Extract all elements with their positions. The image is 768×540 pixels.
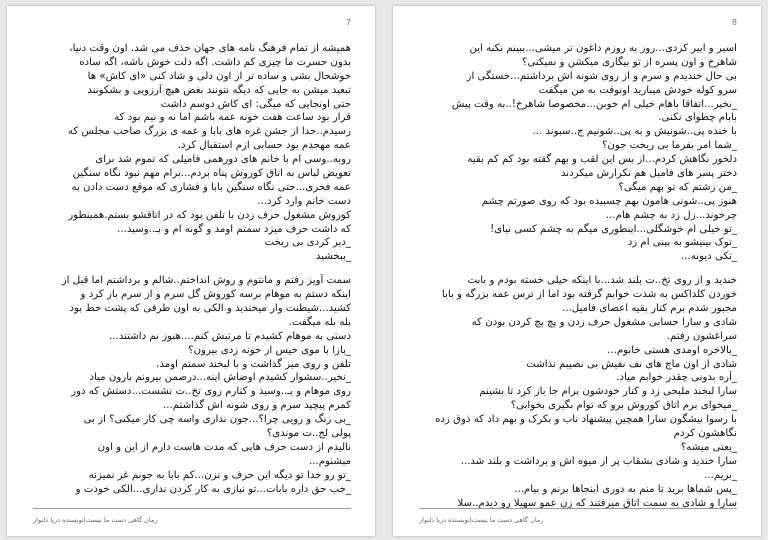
text-line: کوروش مشغول حرف زدن با تلفن بود که در اتاقشو بستم.همینطور	[68, 209, 351, 221]
text-line: بابام چطوای نکنی.	[658, 112, 737, 124]
text-line: _تو خیلی ام خوشگلی...اینطوری میگم به چشم کسی نیای!	[490, 223, 737, 235]
paragraph	[419, 42, 737, 264]
paragraph	[33, 42, 351, 264]
page-number: 7	[345, 18, 351, 27]
text-line: _بریم...	[704, 469, 737, 481]
page-right	[393, 6, 761, 536]
text-line: خوشحال بشی و ساده تر از اون دلی و شاد کنی «ای کاش» ها	[87, 70, 351, 82]
text-line: خندید و از روی تخ..ت بلند شد...با اینکه خیلی خسته بودم و بابت	[467, 275, 737, 287]
text-line: _پس شماها برید تا منم به دوری اینجاها برنم و بیام...	[514, 483, 737, 495]
text-line: سمت آویز رفتم و مانتوم و روش انداختم..شالم و برداشتم اما قبل از	[61, 275, 351, 287]
page-text	[33, 42, 351, 497]
paragraph-gap	[419, 264, 737, 274]
text-line: _بازا با موی خیس از خونه زدی بیرون؟	[188, 344, 351, 356]
text-line: حتی اونجایی که میگی: ای کاش دوسم داشت	[160, 98, 351, 110]
text-line: بدون حسرت ما چیزی کم داشت. اگه دلت خوش باشه، اگه ساده	[79, 56, 351, 68]
text-line: مجبور شدم برم کنار بقیه اعضای فامیل...	[562, 303, 737, 315]
paragraph-gap	[33, 264, 351, 274]
page-left	[7, 6, 375, 536]
text-line: _میخوای برم اتاق کوروش برو که توام بگیری بخوابی؟	[510, 400, 737, 412]
text-line: تعویض لباس به اتاق کوروش پناه بردم...برام مهم نبود نگاه سنگین	[72, 168, 351, 180]
text-line: دست خانم وارد کرد...	[257, 195, 351, 207]
text-line: _یعنی میشه؟	[680, 441, 737, 453]
text-line: نالیدم از دست حرف هایی که مدت هاست دارم از این و اون	[97, 441, 351, 453]
text-line: شادی و سارا حسابی مشغول حرف زدن و پچ پچ کردن بودن که	[471, 316, 737, 328]
page-text	[419, 42, 737, 510]
text-line: _توک بینیشو به بینی ام زد	[627, 237, 737, 249]
text-line: هنوز پی..شونی هامون بهم چسبیده بود که روی صورتم چشم	[481, 195, 737, 207]
page-footer: رمان گاهی دست ما نیست|نویسنده دریا دلنواز	[33, 516, 158, 524]
text-line: _آره بدونی چقدر خوابم میاد.	[616, 372, 737, 384]
text-line: _شما امر بفرما بی ریخت جون؟	[601, 140, 737, 152]
text-line: پولی لج..ت موندی؟	[266, 428, 351, 440]
page-footer: رمان گاهی دست ما نیست|نویسنده دریا دلنواز	[419, 516, 544, 524]
text-line: _تو رو خدا تو دیگه این حرف و نزن...کم بابا به جونم غر نمیزنه	[88, 469, 351, 481]
text-line: اسیر و اییر کردی...روز به روزم داغون تر میشی...ببینم نکنه این	[469, 43, 737, 54]
text-line: که داشت حرف میزد سمتم اومد و گونه ام و بـ..وسید...	[117, 223, 351, 235]
text-line: _نخیر..سشوار کشیدم اوضاش اینه...درصمن بیرونم بارون میاد	[89, 372, 351, 384]
text-line: اینکه دستم به موهام برسه کوروش گل سرم و از سرم باز کرد و	[80, 289, 351, 301]
text-line: _خب حق داره بابات...تو نیازی به کار کردن نداری...الکی خودت و	[75, 483, 351, 495]
text-line: خوردن کلداکس به شدت خوابم گرفته بود اما از ترس عمه بزرگه و بابا	[441, 289, 737, 301]
text-line: شاهرخ و اون پسره از تو بیگاری میکشن و نمیکنی؟	[521, 56, 737, 68]
footer-divider	[33, 508, 351, 509]
text-line: دلخور نگاهش کردم...از بس این لقب و بهم گفته بود کم کم بقیه	[467, 154, 737, 166]
text-line: کشید...شیطنت وار میخندید و الکی به اون طرفی که پشت خط بود	[69, 303, 351, 315]
text-line: سراغشون رفتم.	[666, 330, 737, 342]
text-line: بله بله میگفت.	[288, 316, 351, 328]
text-line: میشنوم...	[309, 455, 351, 467]
text-line: کمرم پیچید سرم و روی شونه اش گذاشتم...	[163, 400, 351, 412]
text-line: سارا خندید و شادی بشقاب پر از میوه اش و برداشت و بلند شد...	[460, 455, 737, 467]
text-line: چرخوند...زل زد به چشم هام...	[605, 209, 737, 221]
text-line: _بالاخره اومدی هستی خانوم...	[607, 344, 737, 356]
text-line: دستی به موهام کشیدم تا مرتبش کنم....هنوز نم داشتند...	[109, 330, 351, 342]
paragraph	[33, 274, 351, 496]
text-line: روی موهام و بـ..وسید و کنارم روی تخ..ت نشست...دستش که دور	[71, 386, 351, 398]
page-number: 8	[731, 18, 737, 27]
text-line: با خنده پی..شونیش و به پی..شونیم چ..سبوند ...	[532, 126, 737, 138]
text-line: روبه..وسی ام با خانم های دورهمی فامیلی که تموم شد برای	[95, 154, 351, 166]
text-line: _ببخشید	[315, 251, 351, 263]
text-line: قرار بود ساعت هفت خونه عمه باشم اما نه و نیم بود که	[114, 112, 351, 124]
text-line: با رسوا نیشگون سارا همچین پیشنهاد ناب و بکرک و بهم داد که ذوق زده	[435, 414, 737, 426]
text-line: سارا لبخند ملیحی زد و کنار خودشون برام جا باز کرد تا بشینم	[479, 386, 737, 398]
text-line: نگاهشون کردم	[673, 428, 737, 440]
paragraph	[419, 274, 737, 510]
text-line: _تکی دیونه...	[681, 251, 737, 263]
text-line: دختر پسر های فامیل هم تکرارش میکردند	[560, 168, 737, 180]
text-line: شادی از اون ماچ های نف نفیش بی نصیبم نذاشت	[526, 358, 737, 370]
text-line: بی حال خندیدم و سرم و از روی شونه اش برداشتم...خستگی از	[466, 70, 737, 82]
text-line: رسیدم..حدا از جشن غره های بابا و عمه ی بزرگ صاحب مجلس که	[67, 126, 351, 138]
text-line: سرو کوله خودش میبارید اونوقت به من میگفت	[538, 84, 737, 96]
text-line: _بی رنگ و رویی چرا؟...جون نداری واسه چی کار میکنی؟ از بی	[83, 414, 351, 426]
text-line: _نخیر...اتفاقا باهام خیلی ام خوبن...مخصوصا شاهرخ!..به وقت پیش	[451, 98, 737, 110]
text-line: _دیر کردی بی ریخت	[264, 237, 351, 249]
footer-divider	[419, 508, 737, 509]
text-line: _من زشتم که تو بهم میگی؟	[618, 181, 737, 193]
text-line: عمه فخری...حتی نگاه سنگین بابا و فشاری که موقع دست دادن به	[71, 181, 351, 193]
text-line: تبعید میشن به جایی که دیگه نتونند بغض هیچ آرزویی و بشکونند	[87, 84, 351, 96]
text-line: همیشه از تمام فرهنگ نامه های جهان حذف می شد. اون وقت دنیا،	[69, 43, 351, 54]
text-line: تلفن و روی میز گذاشت و با لبخند سمتم اومد.	[156, 358, 351, 370]
text-line: عمه مهجدم بود حسابی ازم استقبال کرد.	[177, 140, 351, 152]
text-line: سارا و شادی به سمت اتاق میرفتند که زن عمو سهیلا رو دیدم..سلا	[457, 497, 737, 509]
